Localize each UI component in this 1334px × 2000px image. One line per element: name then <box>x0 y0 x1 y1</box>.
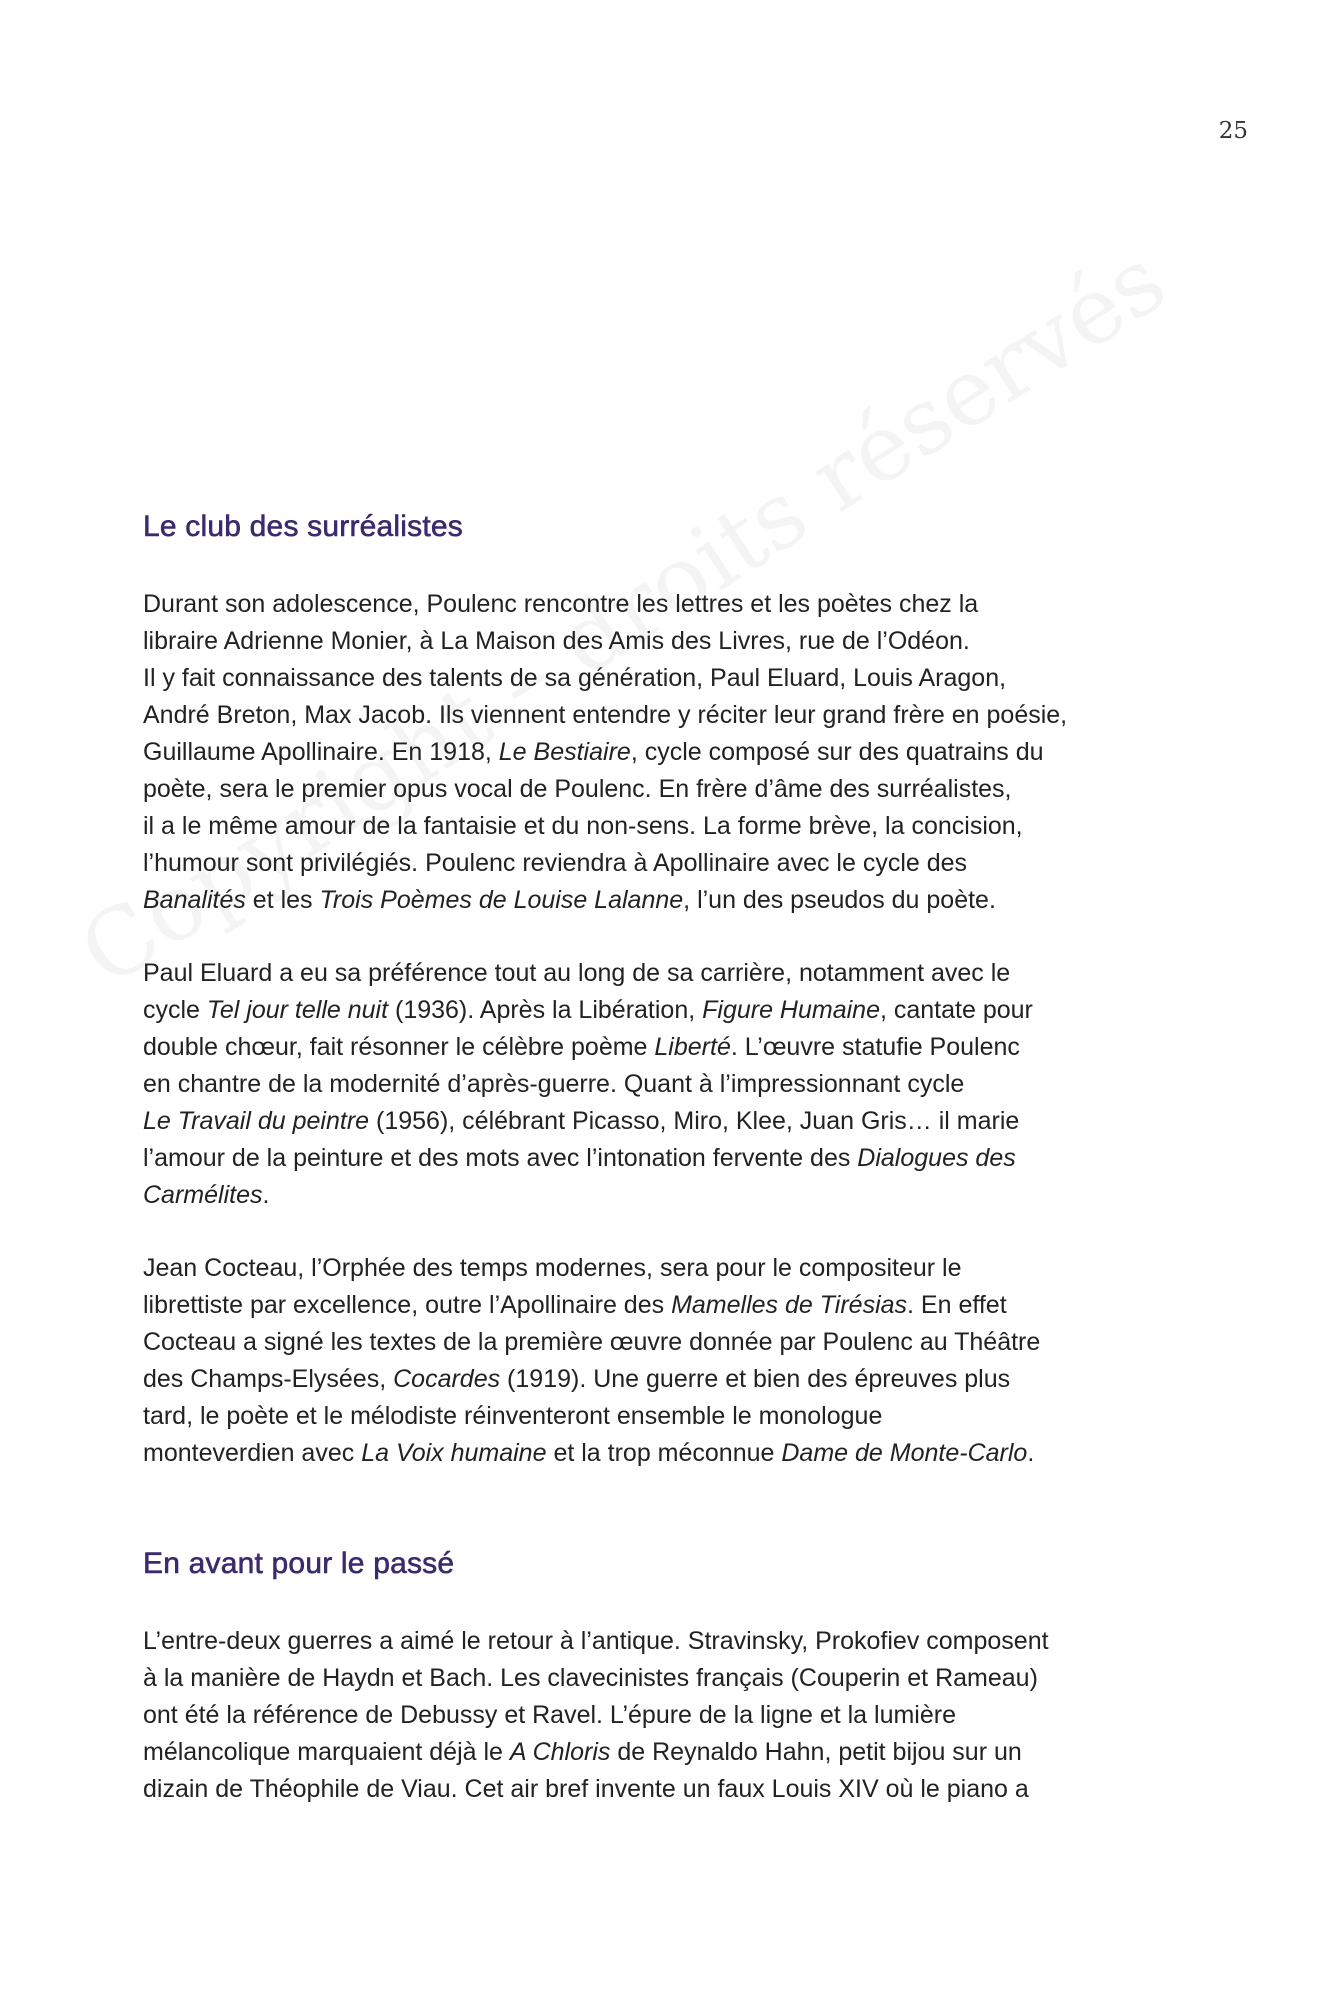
paragraph: Paul Eluard a eu sa préférence tout au long de sa carrière, notamment avec le cycle Tel jour telle nuit (1936). Après la Libération, Figure Humaine, cantate pour double chœur, fait résonner le célèbre poème Liberté. L’œuvre statufie Poulenc en chantre de la modernité d’après-guerre. Quant à l’impressionnant cycle Le Travail du peintre (1956), célébrant Picasso, Miro, Klee, Juan Gris… il marie l’amour de la peinture et des mots avec l’intonation fervente des Dialogues des Carmélites. <box>143 959 1033 1209</box>
italic-title: La Voix humaine <box>361 1439 547 1467</box>
italic-title: Cocardes <box>393 1365 501 1393</box>
italic-title: Le Bestiaire <box>498 738 631 766</box>
italic-title: Trois Poèmes de Louise Lalanne <box>319 886 684 914</box>
italic-title: Mamelles de Tirésias <box>671 1291 908 1319</box>
page-content <box>143 510 1203 1808</box>
paragraph: L’entre-deux guerres a aimé le retour à l’antique. Stravinsky, Prokofiev composent à la manière de Haydn et Bach. Les clavecinistes français (Couperin et Rameau) ont été la référence de Debussy et Ravel. L’épure de la ligne et la lumière mélancolique marquaient déjà le A Chloris de Reynaldo Hahn, petit bijou sur un dizain de Théophile de Viau. Cet air bref invente un faux Louis XIV où le piano a <box>143 1627 1049 1803</box>
italic-title: Le Travail du peintre <box>143 1107 370 1135</box>
section-forward-to-past <box>143 1547 1203 1808</box>
page-number: 25 <box>1218 118 1248 144</box>
italic-title: Liberté <box>654 1033 731 1061</box>
italic-title: Figure Humaine <box>702 996 880 1024</box>
paragraph: Durant son adolescence, Poulenc rencontre les lettres et les poètes chez la libraire Adrienne Monier, à La Maison des Amis des Livres, rue de l’Odéon. Il y fait connaissance des talents de sa génération, Paul Eluard, Louis Aragon, André Breton, Max Jacob. Ils viennent entendre y réciter leur grand frère en poésie, Guillaume Apollinaire. En 1918, Le Bestiaire, cycle composé sur des quatrains du poète, sera le premier opus vocal de Poulenc. En frère d’âme des surréalistes, il a le même amour de la fantaisie et du non-sens. La forme brève, la concision, l’humour sont privilégiés. Poulenc reviendra à Apollinaire avec le cycle des Banalités et les Trois Poèmes de Louise Lalanne, l’un des pseudos du poète. <box>143 590 1068 914</box>
section-surrealists <box>143 510 1203 1472</box>
section-title: Le club des surréalistes <box>143 510 463 543</box>
section-title: En avant pour le passé <box>143 1547 455 1580</box>
italic-title: A Chloris <box>509 1738 611 1766</box>
italic-title: Dame de Monte-Carlo <box>781 1439 1028 1467</box>
paragraph: Jean Cocteau, l’Orphée des temps modernes, sera pour le compositeur le librettiste par excellence, outre l’Apollinaire des Mamelles de Tirésias. En effet Cocteau a signé les textes de la première œuvre donnée par Poulenc au Théâtre des Champs-Elysées, Cocardes (1919). Une guerre et bien des épreuves plus tard, le poète et le mélodiste réinventeront ensemble le monologue monteverdien avec La Voix humaine et la trop méconnue Dame de Monte-Carlo. <box>143 1254 1041 1467</box>
italic-title: Dialogues des Carmélites <box>143 1144 1016 1209</box>
italic-title: Tel jour telle nuit <box>206 996 389 1024</box>
italic-title: Banalités <box>143 886 246 914</box>
